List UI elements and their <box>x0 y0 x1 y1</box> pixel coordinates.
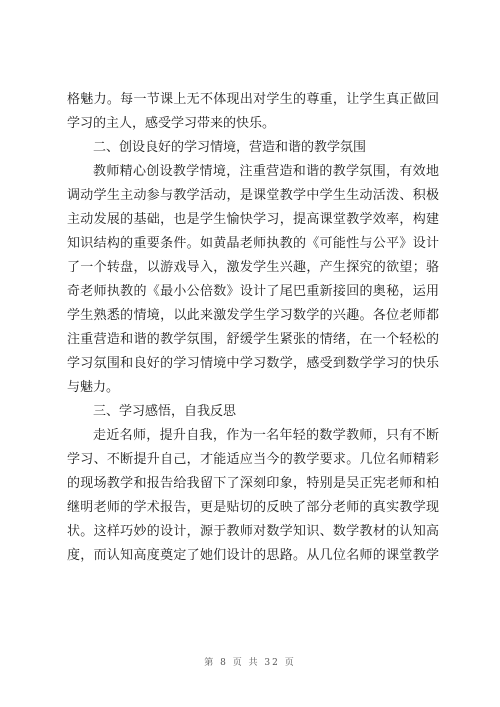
text-line: 学习、不断提升自己，才能适应当今的教学要求。几位名师精彩 <box>67 452 439 467</box>
text-line: 了一个转盘，以游戏导入，激发学生兴趣，产生探究的欲望；骆 <box>67 260 439 275</box>
page-number-footer: 第 8 页 共 32 页 <box>204 658 296 668</box>
text-line: 主动发展的基础，也是学生愉快学习，提高课堂教学效率，构建 <box>67 212 439 227</box>
text-line: 学生熟悉的情境，以此来激发学生学习数学的兴趣。各位老师都 <box>67 308 439 323</box>
page-content <box>67 88 439 568</box>
text-line: 走近名师，提升自我，作为一名年轻的数学教师，只有不断 <box>93 428 439 443</box>
text-line: 与魅力。 <box>67 380 120 395</box>
text-line: 的现场教学和报告给我留下了深刻印象，特别是吴正宪老师和柏 <box>67 476 439 491</box>
text-line: 知识结构的重要条件。如黄晶老师执教的《可能性与公平》设计 <box>67 236 439 251</box>
section-heading-3: 三、学习感悟，自我反思 <box>93 404 237 419</box>
section-heading-2: 二、创设良好的学习情境，营造和谐的教学氛围 <box>93 140 367 155</box>
paragraph-continuation <box>67 88 439 136</box>
text-line: 奇老师执教的《最小公倍数》设计了尾巴重新接回的奥秘，运用 <box>67 284 439 299</box>
text-line: 度，而认知高度奠定了她们设计的思路。从几位名师的课堂教学 <box>67 548 439 563</box>
text-line: 注重营造和谐的教学氛围，舒缓学生紧张的情绪，在一个轻松的 <box>67 332 439 347</box>
paragraph-section-2 <box>67 160 439 400</box>
text-line: 格魅力。每一节课上无不体现出对学生的尊重，让学生真正做回 <box>67 92 439 107</box>
text-line: 学习氛围和良好的学习情境中学习数学，感受到数学学习的快乐 <box>67 356 439 371</box>
text-line: 状。这样巧妙的设计，源于教师对数学知识、数学教材的认知高 <box>67 524 439 539</box>
paragraph-section-3 <box>67 424 439 568</box>
text-line: 教师精心创设教学情境，注重营造和谐的教学氛围，有效地 <box>93 164 439 179</box>
text-line: 调动学生主动参与教学活动，是课堂教学中学生生动活泼、积极 <box>67 188 439 203</box>
text-line: 学习的主人，感受学习带来的快乐。 <box>67 116 276 131</box>
text-line: 继明老师的学术报告，更是贴切的反映了部分老师的真实教学现 <box>67 500 439 515</box>
